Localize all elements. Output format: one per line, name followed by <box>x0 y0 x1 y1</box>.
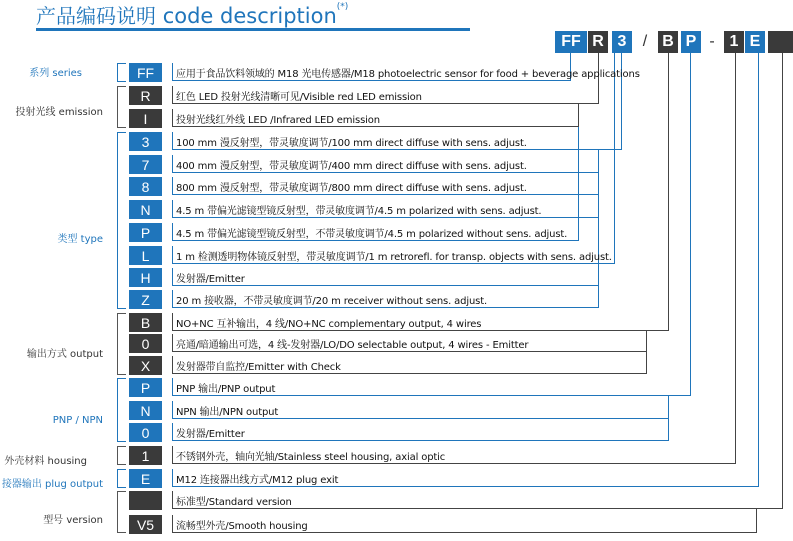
code-option-box: L <box>129 246 162 265</box>
row-underline <box>172 172 598 173</box>
title-en: code description <box>162 4 337 28</box>
code-option-box: H <box>129 268 162 287</box>
row-underline <box>172 508 782 509</box>
row-left-edge <box>172 469 173 487</box>
category-bracket <box>117 446 126 465</box>
code-option-description: 红色 LED 投射光线清晰可见/Visible red LED emission <box>176 92 422 103</box>
code-option-box: N <box>129 200 162 219</box>
code-option-box: 3 <box>129 132 162 151</box>
row-underline <box>172 373 646 374</box>
code-option-description: NPN 输出/NPN output <box>176 407 279 418</box>
title-underline <box>36 28 470 31</box>
row-underline <box>172 80 570 81</box>
row-underline <box>172 217 598 218</box>
code-segment: FF <box>555 31 587 53</box>
code-option-box: X <box>129 356 162 375</box>
row-underline <box>172 149 621 150</box>
code-option-description: 800 mm 漫反射型，带灵敏度调节/800 mm direct diffuse with sens. adjust. <box>176 183 527 194</box>
category-label: 输出方式 output <box>26 349 103 360</box>
title-sup: (*) <box>336 2 349 12</box>
connector-line <box>782 53 783 509</box>
code-option-description: 100 mm 漫反射型，带灵敏度调节/100 mm direct diffuse with sens. adjust. <box>176 138 527 149</box>
row-underline <box>172 418 668 419</box>
code-option-box: P <box>129 223 162 242</box>
code-option-box: 1 <box>129 446 162 465</box>
category-bracket <box>117 86 126 128</box>
connector-line <box>735 53 736 464</box>
row-underline <box>172 307 598 308</box>
code-option-description: 发射器带自监控/Emitter with Check <box>176 362 341 373</box>
code-option-box: 7 <box>129 155 162 174</box>
row-left-edge <box>172 155 173 173</box>
connector-line <box>756 509 757 533</box>
row-left-edge <box>172 290 173 308</box>
code-option-description: PNP 输出/PNP output <box>176 384 276 395</box>
connector-line <box>668 396 669 441</box>
category-bracket <box>117 469 126 488</box>
row-left-edge <box>172 109 173 127</box>
code-segment: R <box>588 31 608 53</box>
page-title <box>36 0 348 29</box>
row-left-edge <box>172 223 173 241</box>
code-option-box: E <box>129 469 162 488</box>
category-label: 型号 version <box>43 515 103 526</box>
code-option-description: 应用于食品饮料领域的 M18 光电传感器/M18 photoelectric sensor for food + beverage applications <box>176 69 640 80</box>
connector-line <box>578 127 579 241</box>
code-segment: P <box>681 31 701 53</box>
code-option-box: B <box>129 313 162 332</box>
code-segment: 3 <box>612 31 632 53</box>
code-option-description: 4.5 m 带偏光滤镜型镜反射型，带灵敏度调节/4.5 m polarized with sens. adjust. <box>176 206 542 217</box>
category-bracket <box>117 313 126 375</box>
category-label: 投射光线 emission <box>15 107 103 118</box>
category-bracket <box>117 132 126 309</box>
code-option-box <box>129 491 162 510</box>
row-underline <box>172 440 668 441</box>
row-left-edge <box>172 246 173 264</box>
code-segment <box>768 31 793 53</box>
category-bracket <box>117 378 126 442</box>
category-bracket <box>117 491 126 533</box>
row-left-edge <box>172 423 173 441</box>
code-option-description: 亮通/暗通输出可选，4 线-发射器/LO/DO selectable output, 4 wires - Emitter <box>176 340 529 351</box>
row-left-edge <box>172 378 173 396</box>
code-option-box: P <box>129 378 162 397</box>
connector-line <box>668 53 669 331</box>
code-option-description: 400 mm 漫反射型，带灵敏度调节/400 mm direct diffuse with sens. adjust. <box>176 161 527 172</box>
code-option-box: R <box>129 86 162 105</box>
row-underline <box>172 285 598 286</box>
connector-line <box>598 150 599 308</box>
code-option-description: 投射光线红外线 LED /Infrared LED emission <box>176 115 380 126</box>
connector-line <box>578 104 579 127</box>
row-underline <box>172 463 735 464</box>
row-left-edge <box>172 200 173 218</box>
row-underline <box>172 240 578 241</box>
code-option-description: 流畅型外壳/Smooth housing <box>176 521 308 532</box>
code-option-description: 1 m 检测透明物体镜反射型，带灵敏度调节/1 m retrorefl. for transp. objects with sens. adjust. <box>176 252 612 263</box>
code-option-description: 发射器/Emitter <box>176 274 245 285</box>
category-label: 外壳材料 housing <box>4 456 87 467</box>
row-left-edge <box>172 401 173 419</box>
connector-line <box>646 331 647 374</box>
row-left-edge <box>172 63 173 81</box>
row-left-edge <box>172 356 173 374</box>
row-left-edge <box>172 86 173 104</box>
row-underline <box>172 486 758 487</box>
code-option-description: NO+NC 互补输出，4 线/NO+NC complementary output, 4 wires <box>176 319 482 330</box>
category-bracket <box>117 63 126 82</box>
row-left-edge <box>172 491 173 509</box>
row-underline <box>172 351 646 352</box>
code-option-box: 0 <box>129 334 162 353</box>
code-separator: / <box>642 33 648 50</box>
row-underline <box>172 263 614 264</box>
row-left-edge <box>172 446 173 464</box>
code-option-box: Z <box>129 290 162 309</box>
code-separator: - <box>709 33 715 50</box>
connector-line <box>758 53 759 487</box>
category-label: 系列 series <box>29 68 82 79</box>
row-underline <box>172 330 668 331</box>
code-option-description: 20 m 接收器，不带灵敏度调节/20 m receiver without sens. adjust. <box>176 296 487 307</box>
title-cn: 产品编码说明 <box>36 4 156 28</box>
code-segment: B <box>658 31 678 53</box>
code-option-box: 8 <box>129 177 162 196</box>
row-underline <box>172 126 578 127</box>
row-left-edge <box>172 515 173 533</box>
row-underline <box>172 395 690 396</box>
code-option-box: 0 <box>129 423 162 442</box>
category-label: PNP / NPN <box>52 415 103 426</box>
code-option-box: N <box>129 401 162 420</box>
connector-line <box>690 53 691 396</box>
code-option-box: V5 <box>129 515 162 534</box>
row-underline <box>172 103 598 104</box>
category-label: 接器输出 plug output <box>1 479 103 490</box>
row-left-edge <box>172 268 173 286</box>
code-option-box: I <box>129 109 162 128</box>
code-option-description: 发射器/Emitter <box>176 429 245 440</box>
row-underline <box>172 194 598 195</box>
row-underline <box>172 532 756 533</box>
row-left-edge <box>172 177 173 195</box>
code-option-description: 标准型/Standard version <box>176 497 292 508</box>
code-segment: 1 <box>724 31 744 53</box>
code-option-description: M12 连接器出线方式/M12 plug exit <box>176 475 339 486</box>
code-option-description: 4.5 m 带偏光滤镜型镜反射型，不带灵敏度调节/4.5 m polarized without sens. adjust. <box>176 229 568 240</box>
connector-line <box>614 53 615 264</box>
row-left-edge <box>172 334 173 352</box>
code-option-description: 不锈钢外壳，轴向光轴/Stainless steel housing, axial optic <box>176 452 446 463</box>
row-left-edge <box>172 313 173 331</box>
category-label: 类型 type <box>57 234 103 245</box>
code-option-box: FF <box>129 63 162 82</box>
row-left-edge <box>172 132 173 150</box>
code-segment: E <box>745 31 765 53</box>
